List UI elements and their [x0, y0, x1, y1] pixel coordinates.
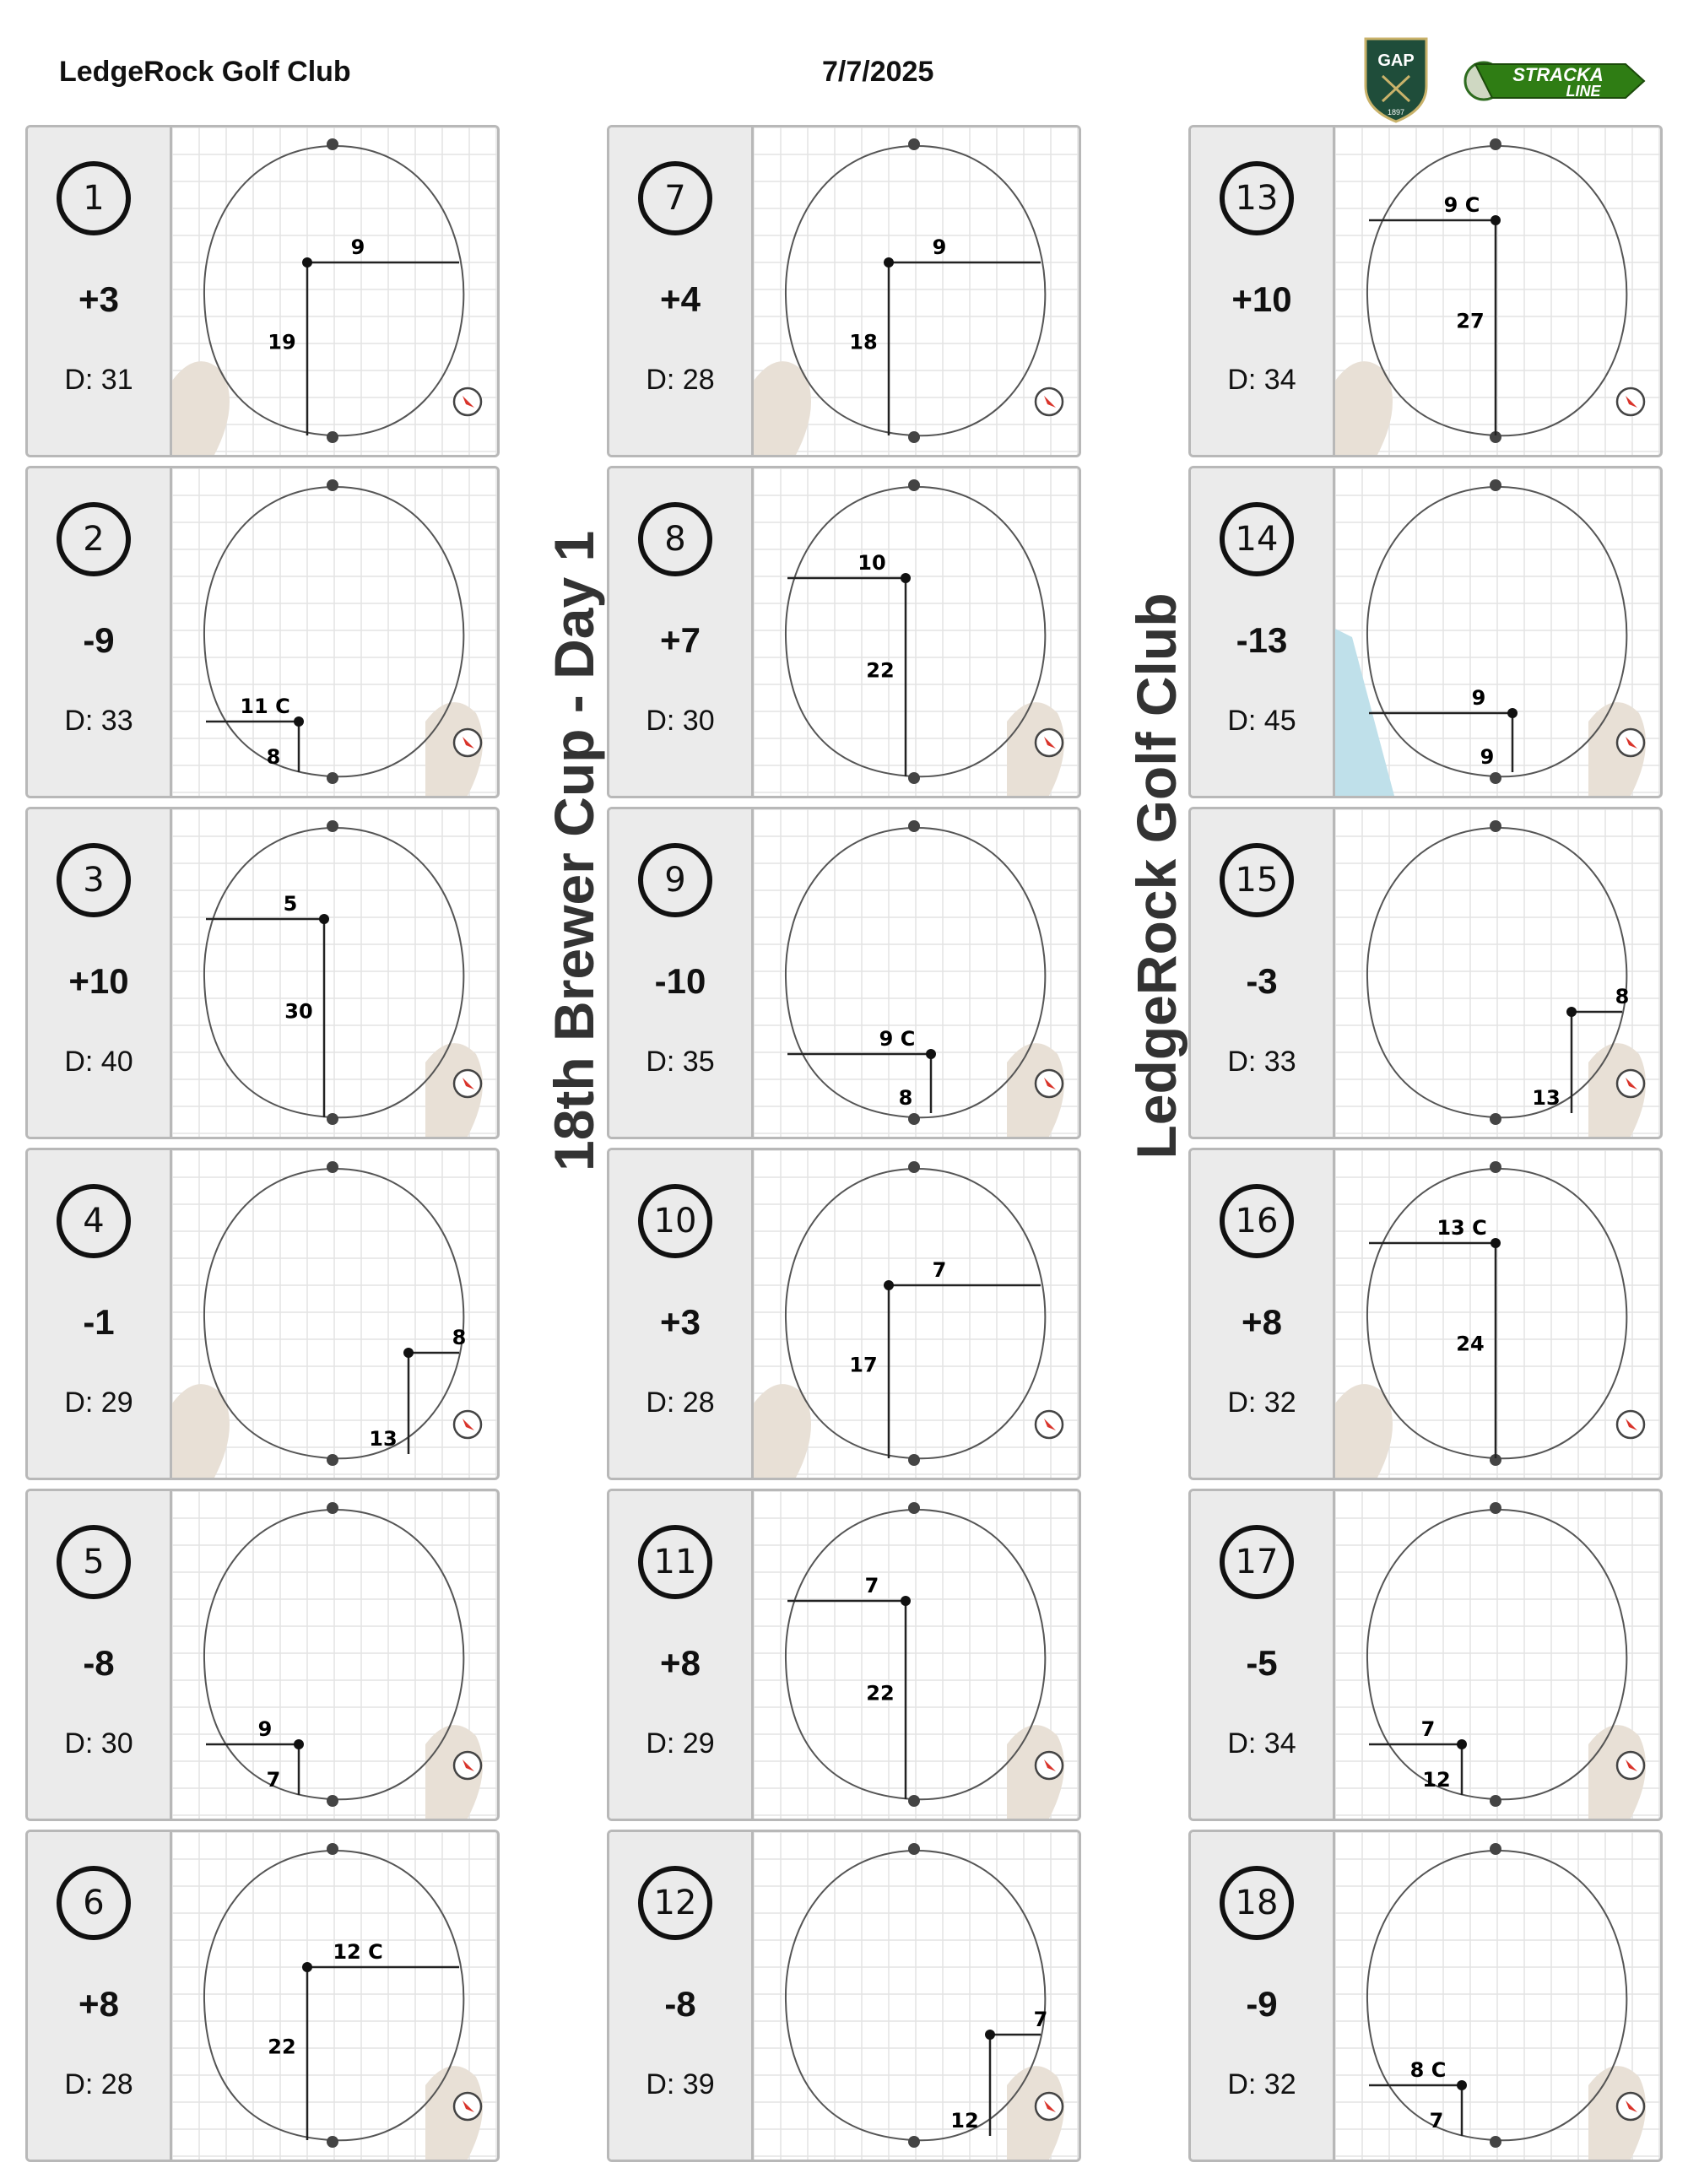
hole-number: 18: [1220, 1866, 1294, 1940]
hole-card: [1188, 807, 1663, 1139]
pin-marker: [302, 1962, 312, 1972]
pin-marker: [319, 914, 329, 924]
column-holes-7-12: [607, 125, 1079, 2170]
hole-number: 13: [1220, 161, 1294, 235]
front-marker: [908, 772, 920, 784]
back-marker: [1490, 1502, 1501, 1514]
pin-marker: [926, 1049, 936, 1059]
hole-card: [25, 466, 500, 798]
pin-marker: [1491, 1238, 1501, 1248]
pin-position: -8: [83, 1643, 115, 1683]
hole-info-panel: [609, 809, 754, 1137]
front-marker: [1490, 772, 1501, 784]
depth-measure: 9: [1480, 745, 1495, 769]
hole-card: [1188, 466, 1663, 798]
lateral-measure: 7: [864, 1574, 879, 1597]
compass-icon: [454, 729, 481, 756]
green-depth: D: 29: [64, 1387, 133, 1419]
lateral-measure: 9: [932, 235, 947, 259]
hole-card: [607, 466, 1081, 798]
bunker: [1335, 361, 1393, 455]
green-depth: D: 31: [64, 364, 133, 396]
pin-marker: [1457, 2080, 1467, 2090]
hole-info-panel: [28, 1491, 172, 1819]
column-holes-1-6: [25, 125, 498, 2170]
line-text: LINE: [1566, 83, 1601, 100]
hole-info-panel: [609, 127, 754, 455]
hole-number: 12: [638, 1866, 712, 1940]
hole-info-panel: [1191, 1832, 1335, 2160]
lateral-measure: 12 C: [333, 1940, 383, 1964]
green-depth: D: 28: [64, 2068, 133, 2100]
event-date: 7/7/2025: [822, 56, 934, 88]
bunker: [172, 1384, 230, 1478]
pin-marker: [901, 573, 911, 583]
back-marker: [1490, 138, 1501, 150]
compass-icon: [1036, 1411, 1063, 1438]
hole-number: 14: [1220, 502, 1294, 576]
hole-info-panel: [28, 127, 172, 455]
depth-measure: 12: [950, 2109, 979, 2133]
green-depth: D: 28: [646, 364, 715, 396]
bunker: [172, 361, 230, 455]
front-marker: [327, 1454, 338, 1466]
pin-marker: [403, 1348, 414, 1358]
lateral-measure: 5: [283, 892, 298, 916]
green-diagram: [172, 127, 497, 455]
depth-measure: 12: [1422, 1768, 1451, 1792]
green-depth: D: 40: [64, 1046, 133, 1078]
pin-marker: [1566, 1007, 1577, 1017]
pin-position: -8: [664, 1984, 696, 2024]
compass-icon: [1036, 1070, 1063, 1097]
hole-number: 2: [57, 502, 131, 576]
green-diagram: [172, 809, 497, 1137]
event-title-vertical: 18th Brewer Cup - Day 1: [543, 530, 605, 1171]
lateral-measure: 8: [452, 1326, 467, 1349]
compass-icon: [454, 388, 481, 415]
green-diagram: [1335, 809, 1660, 1137]
compass-icon: [454, 1411, 481, 1438]
back-marker: [1490, 1843, 1501, 1855]
front-marker: [327, 2136, 338, 2148]
hole-card: [1188, 1489, 1663, 1821]
depth-measure: 7: [266, 1768, 281, 1792]
compass-icon: [1036, 729, 1063, 756]
hole-number: 8: [638, 502, 712, 576]
hole-number: 7: [638, 161, 712, 235]
lateral-measure: 7: [932, 1258, 947, 1282]
green-depth: D: 39: [646, 2068, 715, 2100]
back-marker: [327, 479, 338, 491]
pin-position: +10: [68, 961, 129, 1001]
green-diagram: [754, 1150, 1079, 1478]
pin-position: +4: [660, 279, 701, 319]
compass-icon: [1617, 1752, 1644, 1779]
back-marker: [1490, 1161, 1501, 1173]
hole-info-panel: [28, 809, 172, 1137]
compass-icon: [1617, 388, 1644, 415]
back-marker: [327, 1502, 338, 1514]
pin-marker: [302, 257, 312, 268]
depth-measure: 24: [1456, 1332, 1485, 1356]
lateral-measure: 7: [1033, 2008, 1048, 2031]
green-diagram: [1335, 1832, 1660, 2160]
hole-number: 17: [1220, 1525, 1294, 1599]
green-depth: D: 33: [1227, 1046, 1296, 1078]
hole-number: 9: [638, 843, 712, 917]
hole-info-panel: [609, 1832, 754, 2160]
lateral-measure: 7: [1420, 1717, 1436, 1741]
hole-number: 10: [638, 1184, 712, 1258]
back-marker: [908, 820, 920, 832]
front-marker: [908, 1795, 920, 1807]
back-marker: [1490, 820, 1501, 832]
compass-icon: [1617, 729, 1644, 756]
front-marker: [908, 1113, 920, 1125]
green-depth: D: 28: [646, 1387, 715, 1419]
back-marker: [1490, 479, 1501, 491]
compass-icon: [454, 1752, 481, 1779]
bunker: [754, 1384, 811, 1478]
compass-icon: [1617, 2093, 1644, 2120]
lateral-measure: 8 C: [1409, 2058, 1447, 2082]
depth-measure: 8: [898, 1086, 913, 1110]
hole-info-panel: [1191, 809, 1335, 1137]
hole-number: 3: [57, 843, 131, 917]
compass-icon: [1617, 1411, 1644, 1438]
green-diagram: [1335, 1150, 1660, 1478]
back-marker: [908, 1502, 920, 1514]
compass-icon: [1036, 1752, 1063, 1779]
lateral-measure: 9: [257, 1717, 273, 1741]
hole-info-panel: [1191, 1150, 1335, 1478]
green-diagram: [172, 1491, 497, 1819]
column-holes-13-18: [1188, 125, 1661, 2170]
back-marker: [908, 1161, 920, 1173]
pin-marker: [985, 2030, 995, 2040]
green-depth: D: 32: [1227, 1387, 1296, 1419]
depth-measure: 30: [284, 999, 313, 1024]
hole-number: 6: [57, 1866, 131, 1940]
lateral-measure: 9: [350, 235, 365, 259]
green-diagram: [172, 468, 497, 796]
hole-number: 11: [638, 1525, 712, 1599]
hole-card: [25, 125, 500, 457]
compass-icon: [454, 2093, 481, 2120]
hole-card: [25, 1489, 500, 1821]
green-depth: D: 34: [1227, 1727, 1296, 1760]
lateral-measure: 13 C: [1436, 1216, 1487, 1240]
pin-position: -3: [1246, 961, 1278, 1001]
pin-position: -5: [1246, 1643, 1278, 1683]
back-marker: [327, 1843, 338, 1855]
hole-card: [607, 1830, 1081, 2162]
back-marker: [327, 138, 338, 150]
club-title-vertical: LedgeRock Golf Club: [1125, 592, 1188, 1160]
back-marker: [327, 1161, 338, 1173]
compass-icon: [1036, 388, 1063, 415]
pin-marker: [294, 716, 304, 727]
back-marker: [908, 1843, 920, 1855]
depth-measure: 8: [266, 745, 281, 769]
hole-info-panel: [28, 1832, 172, 2160]
front-marker: [327, 1795, 338, 1807]
pin-position: -10: [654, 961, 706, 1001]
hole-card: [607, 807, 1081, 1139]
green-depth: D: 29: [646, 1727, 715, 1760]
pin-position: -1: [83, 1302, 115, 1342]
front-marker: [1490, 1113, 1501, 1125]
sponsor-logos: [1357, 34, 1661, 127]
hole-info-panel: [1191, 127, 1335, 455]
back-marker: [908, 138, 920, 150]
green-diagram: [754, 468, 1079, 796]
green-diagram: [1335, 127, 1660, 455]
pin-position: +7: [660, 620, 701, 660]
compass-icon: [454, 1070, 481, 1097]
pin-marker: [294, 1739, 304, 1749]
hole-card: [1188, 125, 1663, 457]
club-name: LedgeRock Golf Club: [59, 56, 351, 88]
lateral-measure: 8: [1615, 985, 1630, 1008]
pin-marker: [901, 1596, 911, 1606]
front-marker: [908, 431, 920, 443]
hole-card: [1188, 1148, 1663, 1480]
hole-info-panel: [28, 468, 172, 796]
hole-card: [25, 807, 500, 1139]
depth-measure: 7: [1429, 2109, 1444, 2133]
stracka-line-logo: [1465, 62, 1644, 100]
green-diagram: [1335, 1491, 1660, 1819]
hole-info-panel: [609, 1150, 754, 1478]
back-marker: [908, 479, 920, 491]
front-marker: [908, 2136, 920, 2148]
green-diagram: [754, 1491, 1079, 1819]
green-depth: D: 30: [64, 1727, 133, 1760]
hole-info-panel: [1191, 468, 1335, 796]
hole-number: 15: [1220, 843, 1294, 917]
front-marker: [1490, 2136, 1501, 2148]
pin-position: -9: [83, 620, 115, 660]
hole-card: [25, 1148, 500, 1480]
green-diagram: [172, 1150, 497, 1478]
depth-measure: 19: [268, 330, 296, 354]
hole-card: [607, 125, 1081, 457]
green-diagram: [754, 127, 1079, 455]
green-diagram: [754, 809, 1079, 1137]
hole-card: [25, 1830, 500, 2162]
depth-measure: 22: [268, 2035, 296, 2059]
depth-measure: 22: [866, 658, 895, 683]
green-diagram: [172, 1832, 497, 2160]
back-marker: [327, 820, 338, 832]
lateral-measure: 11 C: [240, 695, 290, 718]
green-diagram: [754, 1832, 1079, 2160]
hole-number: 5: [57, 1525, 131, 1599]
pin-position: +8: [660, 1643, 701, 1683]
gap-logo: [1366, 39, 1426, 122]
front-marker: [1490, 1795, 1501, 1807]
hole-info-panel: [609, 1491, 754, 1819]
front-marker: [327, 1113, 338, 1125]
pin-position: +3: [660, 1302, 701, 1342]
pin-marker: [884, 1280, 894, 1290]
hole-info-panel: [609, 468, 754, 796]
pin-position: +8: [1242, 1302, 1282, 1342]
depth-measure: 18: [849, 330, 878, 354]
front-marker: [327, 772, 338, 784]
pin-marker: [1491, 215, 1501, 225]
compass-icon: [1617, 1070, 1644, 1097]
hole-number: 16: [1220, 1184, 1294, 1258]
green-diagram: [1335, 468, 1660, 796]
hole-number: 4: [57, 1184, 131, 1258]
green-depth: D: 30: [646, 705, 715, 737]
green-depth: D: 34: [1227, 364, 1296, 396]
lateral-measure: 9: [1471, 686, 1486, 710]
lateral-measure: 9 C: [1443, 193, 1480, 217]
pin-position: -9: [1246, 1984, 1278, 2024]
pin-position: +10: [1231, 279, 1292, 319]
depth-measure: 13: [1532, 1086, 1561, 1110]
hole-info-panel: [1191, 1491, 1335, 1819]
gap-logo-year: 1897: [1387, 108, 1405, 116]
bunker: [754, 361, 811, 455]
lateral-measure: 9 C: [879, 1027, 916, 1051]
depth-measure: 22: [866, 1681, 895, 1706]
depth-measure: 13: [369, 1427, 398, 1451]
pin-marker: [1507, 708, 1518, 718]
pin-position: +3: [78, 279, 119, 319]
lateral-measure: 10: [858, 551, 886, 575]
depth-measure: 27: [1456, 309, 1485, 333]
stracka-text: STRACKA: [1512, 64, 1604, 85]
hole-card: [607, 1489, 1081, 1821]
compass-icon: [1036, 2093, 1063, 2120]
bunker: [1335, 1384, 1393, 1478]
hole-card: [1188, 1830, 1663, 2162]
depth-measure: 17: [849, 1353, 878, 1377]
gap-logo-text: GAP: [1377, 51, 1415, 70]
front-marker: [908, 1454, 920, 1466]
front-marker: [327, 431, 338, 443]
green-depth: D: 35: [646, 1046, 715, 1078]
green-depth: D: 45: [1227, 705, 1296, 737]
pin-marker: [884, 257, 894, 268]
pin-marker: [1457, 1739, 1467, 1749]
green-depth: D: 32: [1227, 2068, 1296, 2100]
hole-info-panel: [28, 1150, 172, 1478]
green-depth: D: 33: [64, 705, 133, 737]
pin-position: -13: [1236, 620, 1288, 660]
hole-number: 1: [57, 161, 131, 235]
pin-position: +8: [78, 1984, 119, 2024]
hole-card: [607, 1148, 1081, 1480]
